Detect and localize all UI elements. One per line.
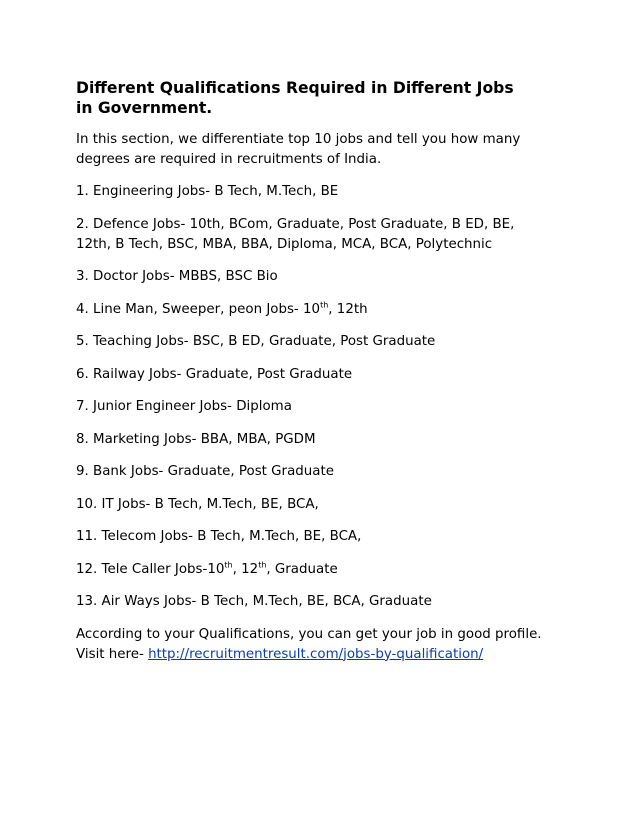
- list-item-12-text: 12. Tele Caller Jobs-10: [76, 561, 225, 577]
- list-item-2: [76, 215, 596, 255]
- list-item-1: 1. Engineering Jobs- B Tech, M.Tech, BE: [76, 184, 339, 199]
- list-item-12-middle: , 12: [232, 561, 259, 577]
- footer-paragraph: [76, 625, 596, 665]
- intro-paragraph: [76, 130, 596, 170]
- list-item-4: [76, 300, 596, 320]
- list-item-12-suffix: , Graduate: [266, 561, 338, 577]
- intro-line-1: In this section, we differentiate top 10 jobs and tell you how many: [76, 132, 521, 147]
- list-item-2-line-1: 2. Defence Jobs- 10th, BCom, Graduate, Post Graduate, B ED, BE,: [76, 216, 515, 232]
- list-item-8: 8. Marketing Jobs- BBA, MBA, PGDM: [76, 431, 316, 447]
- list-item-4-suffix: , 12th: [328, 301, 368, 317]
- list-item-4-text: 4. Line Man, Sweeper, peon Jobs- 10: [76, 301, 321, 317]
- list-item-3: 3. Doctor Jobs- MBBS, BSC Bio: [76, 269, 278, 284]
- list-item-13: 13. Air Ways Jobs- B Tech, M.Tech, BE, BCA, Graduate: [76, 594, 432, 609]
- list-item-2-line-2: 12th, B Tech, BSC, MBA, BBA, Diploma, MCA, BCA, Polytechnic: [76, 236, 493, 252]
- list-item-4-superscript: th: [320, 300, 329, 310]
- list-item-9: 9. Bank Jobs- Graduate, Post Graduate: [76, 464, 334, 479]
- title-line-1: Different Qualifications Required in Different Jobs: [76, 79, 514, 97]
- intro-line-2: degrees are required in recruitments of India.: [76, 152, 382, 167]
- footer-prefix: Visit here-: [76, 646, 149, 662]
- footer-line-1: According to your Qualifications, you can get your job in good profile.: [76, 626, 542, 642]
- qualification-link[interactable]: http://recruitmentresult.com/jobs-by-qualification/: [148, 646, 484, 662]
- list-item-12-superscript-2: th: [258, 560, 267, 570]
- list-item-6: 6. Railway Jobs- Graduate, Post Graduate: [76, 366, 353, 382]
- document-page: [76, 78, 596, 677]
- document-title: [76, 78, 596, 118]
- list-item-5: 5. Teaching Jobs- BSC, B ED, Graduate, Post Graduate: [76, 334, 436, 349]
- title-line-2: in Government.: [76, 99, 213, 117]
- list-item-11: 11. Telecom Jobs- B Tech, M.Tech, BE, BCA,: [76, 529, 362, 544]
- list-item-12-superscript-1: th: [224, 560, 233, 570]
- list-item-10: 10. IT Jobs- B Tech, M.Tech, BE, BCA,: [76, 496, 319, 512]
- list-item-12: [76, 560, 596, 580]
- list-item-7: 7. Junior Engineer Jobs- Diploma: [76, 399, 292, 414]
- footer-line-2: [76, 645, 596, 665]
